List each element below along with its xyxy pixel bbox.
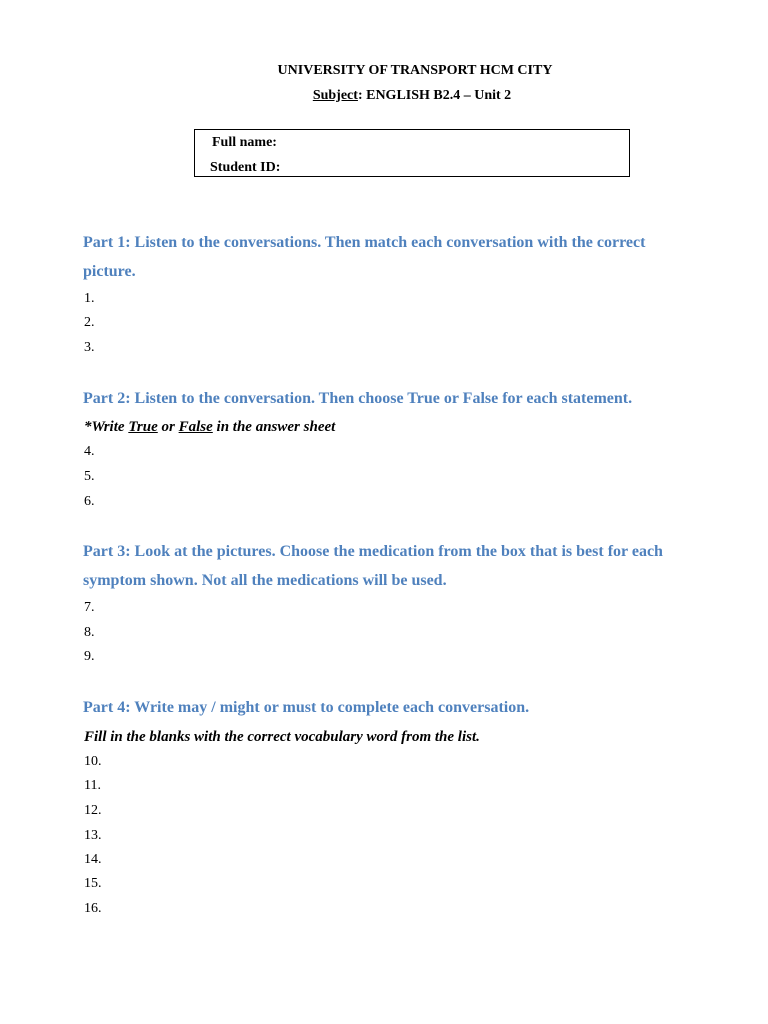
answer-line-7: 7.	[84, 600, 95, 615]
answer-line-4: 4.	[84, 444, 95, 459]
student-info-box	[194, 129, 630, 177]
instruction-true-word: True	[128, 419, 158, 435]
subject-label: Subject	[312, 88, 358, 103]
full-name-label: Full name:	[212, 135, 277, 150]
part-1-heading: Part 1: Listen to the conversations. Then match each conversation with the correct picture.	[83, 234, 646, 280]
part-4-instruction: Fill in the blanks with the correct vocabulary word from the list.	[84, 729, 480, 745]
instruction-false-word: False	[178, 419, 213, 435]
answer-line-9: 9.	[84, 649, 95, 664]
instruction-prefix: *Write	[84, 419, 129, 435]
answer-line-12: 12.	[84, 803, 102, 818]
student-id-label: Student ID:	[210, 160, 281, 175]
part-4-heading: Part 4: Write may / might or must to complete each conversation.	[83, 699, 530, 716]
answer-line-2: 2.	[84, 315, 95, 330]
subject-value: : ENGLISH B2.4 – Unit 2	[357, 88, 512, 103]
answer-line-1: 1.	[84, 291, 95, 306]
answer-line-16: 16.	[84, 901, 102, 916]
answer-line-13: 13.	[84, 828, 102, 843]
part-2-heading: Part 2: Listen to the conversation. Then choose True or False for each statement.	[83, 390, 633, 407]
answer-line-8: 8.	[84, 625, 95, 640]
university-title: UNIVERSITY OF TRANSPORT HCM CITY	[277, 63, 553, 78]
answer-line-3: 3.	[84, 340, 95, 355]
instruction-middle: or	[157, 419, 179, 435]
answer-line-5: 5.	[84, 469, 95, 484]
subject-line	[0, 87, 768, 105]
answer-line-11: 11.	[84, 778, 101, 793]
part-3-heading: Part 3: Look at the pictures. Choose the medication from the box that is best for each symptom shown. Not all the medications will be used.	[83, 543, 663, 589]
instruction-suffix: in the answer sheet	[212, 419, 336, 435]
part-2-instruction	[84, 418, 335, 436]
answer-line-6: 6.	[84, 494, 95, 509]
answer-line-15: 15.	[84, 876, 102, 891]
answer-line-10: 10.	[84, 754, 102, 769]
answer-line-14: 14.	[84, 852, 102, 867]
